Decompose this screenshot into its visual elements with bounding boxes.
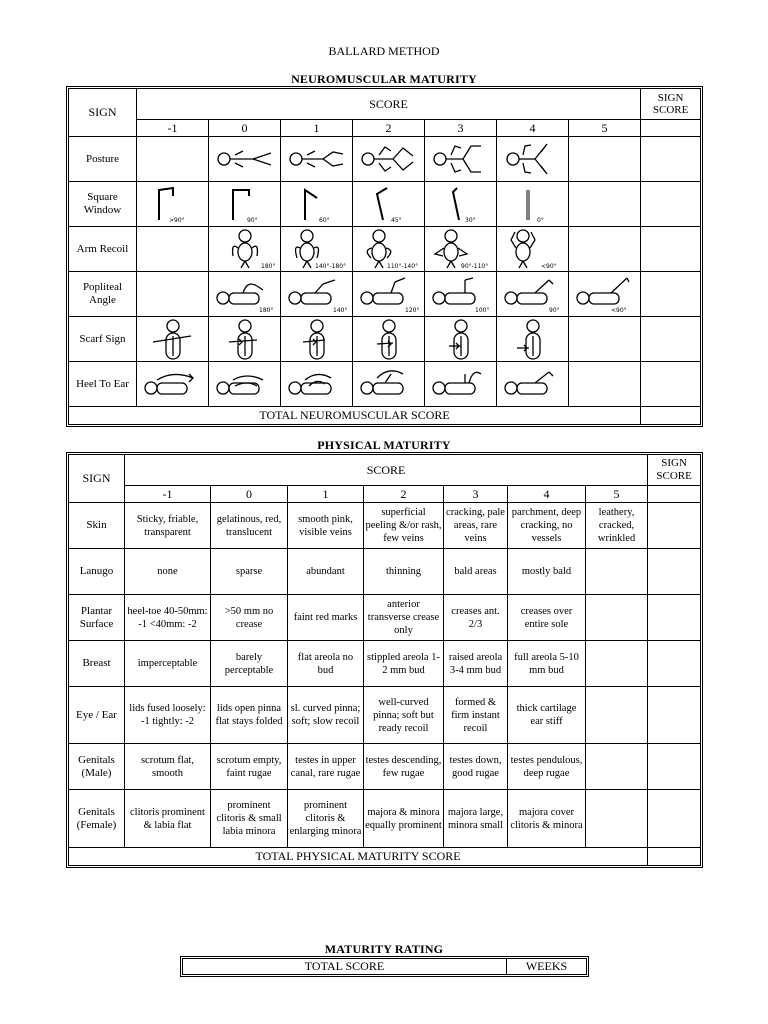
pm-cell: smooth pink, visible veins (288, 503, 364, 549)
arm-recoil-minus1 (137, 227, 209, 272)
pm-cell: creases ant. 2/3 (444, 595, 508, 641)
pm-sign-score (648, 790, 701, 848)
nm-row-label: Square Window (69, 182, 137, 227)
arm-recoil-1 (281, 227, 353, 272)
heel-ear-minus1 (137, 362, 209, 407)
pm-cell: barely perceptable (211, 641, 288, 687)
popliteal-figure-icon (283, 274, 351, 314)
heel-to-ear-figure-icon (283, 364, 351, 404)
nm-row-label: Posture (69, 137, 137, 182)
pm-cell: faint red marks (288, 595, 364, 641)
pm-cell: thick cartilage ear stiff (508, 687, 586, 744)
popliteal-figure-icon (571, 274, 639, 314)
posture-figure-icon (357, 142, 421, 176)
scarf-sign-figure-icon (355, 318, 423, 360)
arm-recoil-3 (425, 227, 497, 272)
pm-cell: flat areola no bud (288, 641, 364, 687)
scarf-minus1 (137, 317, 209, 362)
heel-to-ear-figure-icon (355, 364, 423, 404)
pm-cell: testes in upper canal, rare rugae (288, 744, 364, 790)
wrist-angle-icon (429, 184, 493, 224)
popliteal-4 (497, 272, 569, 317)
heel-ear-3 (425, 362, 497, 407)
wrist-angle-icon (501, 184, 565, 224)
nm-score-col: 2 (353, 120, 425, 137)
pm-score-col: 1 (288, 486, 364, 503)
pm-sign-score (648, 503, 701, 549)
pm-cell: scrotum flat, smooth (125, 744, 211, 790)
heel-to-ear-figure-icon (499, 364, 567, 404)
nm-blank (641, 120, 701, 137)
pm-cell (586, 790, 648, 848)
square-window-4 (497, 182, 569, 227)
pm-cell: creases over entire sole (508, 595, 586, 641)
neuromuscular-table (68, 88, 701, 425)
pm-cell: testes down, good rugae (444, 744, 508, 790)
pm-cell: leathery, cracked, wrinkled (586, 503, 648, 549)
pm-score-col: 5 (586, 486, 648, 503)
scarf-sign-figure-icon (139, 318, 207, 360)
posture-figure-4 (497, 137, 569, 182)
heel-to-ear-figure-icon (139, 364, 207, 404)
nm-score-col: 1 (281, 120, 353, 137)
pm-cell: anterior transverse crease only (364, 595, 444, 641)
popliteal-figure-icon (355, 274, 423, 314)
popliteal-figure-icon (499, 274, 567, 314)
square-window-minus1 (137, 182, 209, 227)
popliteal-minus1 (137, 272, 209, 317)
scarf-sign-figure-icon (211, 318, 279, 360)
angle-label: 120° (404, 307, 419, 314)
pm-total-value (648, 848, 701, 866)
posture-figure-0 (209, 137, 281, 182)
maturity-col-total: TOTAL SCORE (183, 959, 507, 975)
angle-label: <90° (610, 307, 627, 314)
pm-cell: majora & minora equally prominent (364, 790, 444, 848)
scarf-sign-score (641, 317, 701, 362)
scarf-0 (209, 317, 281, 362)
pm-cell: bald areas (444, 549, 508, 595)
nm-score-col: 5 (569, 120, 641, 137)
arm-recoil-4 (497, 227, 569, 272)
pm-score-col: 4 (508, 486, 586, 503)
pm-row (69, 744, 701, 790)
pm-row-label: Breast (69, 641, 125, 687)
angle-label: 60° (318, 217, 330, 224)
heel-ear-1 (281, 362, 353, 407)
pm-row (69, 641, 701, 687)
posture-figure-icon (429, 142, 493, 176)
posture-figure-1 (281, 137, 353, 182)
popliteal-1 (281, 272, 353, 317)
square-window-sign-score (641, 182, 701, 227)
square-window-2 (353, 182, 425, 227)
arm-recoil-0 (209, 227, 281, 272)
nm-score-col: 3 (425, 120, 497, 137)
posture-figure-icon (285, 142, 349, 176)
arm-recoil-figure-icon (427, 228, 495, 270)
pm-row (69, 549, 701, 595)
pm-cell (586, 549, 648, 595)
arm-recoil-figure-icon (283, 228, 351, 270)
pm-cell: well-curved pinna; soft but ready recoil (364, 687, 444, 744)
pm-cell: prominent clitoris & enlarging minora (288, 790, 364, 848)
pm-cell: majora large, minora small (444, 790, 508, 848)
square-window-3 (425, 182, 497, 227)
physical-title: PHYSICAL MATURITY (317, 438, 451, 452)
arm-recoil-figure-icon (355, 228, 423, 270)
maturity-table (182, 958, 587, 975)
angle-label: 140° (332, 307, 347, 314)
arm-recoil-sign-score (641, 227, 701, 272)
pm-cell: >50 mm no crease (211, 595, 288, 641)
pm-cell: stippled areola 1-2 mm bud (364, 641, 444, 687)
pm-row (69, 687, 701, 744)
angle-label: 0° (536, 217, 544, 224)
pm-cell (586, 595, 648, 641)
angle-label: 90° (548, 307, 560, 314)
heel-ear-4 (497, 362, 569, 407)
square-window-5 (569, 182, 641, 227)
maturity-col-weeks: WEEKS (507, 959, 587, 975)
pm-cell (586, 744, 648, 790)
angle-label: 180° (258, 307, 273, 314)
pm-row (69, 503, 701, 549)
pm-cell: cracking, pale areas, rare veins (444, 503, 508, 549)
pm-cell: lids open pinna flat stays folded (211, 687, 288, 744)
nm-row-label: Popliteal Angle (69, 272, 137, 317)
pm-cell: testes descending, few rugae (364, 744, 444, 790)
document-title: BALLARD METHOD (328, 44, 440, 58)
popliteal-sign-score (641, 272, 701, 317)
pm-score-col: 2 (364, 486, 444, 503)
scarf-1 (281, 317, 353, 362)
posture-figure-3 (425, 137, 497, 182)
pm-cell (586, 641, 648, 687)
popliteal-2 (353, 272, 425, 317)
scarf-sign-figure-icon (283, 318, 351, 360)
pm-cell: majora cover clitoris & minora (508, 790, 586, 848)
pm-blank (648, 486, 701, 503)
pm-cell: raised areola 3-4 mm bud (444, 641, 508, 687)
nm-score-col: 4 (497, 120, 569, 137)
pm-score-col: 3 (444, 486, 508, 503)
nm-total-value (641, 407, 701, 425)
pm-cell (586, 687, 648, 744)
pm-cell: lids fused loosely: -1 tightly: -2 (125, 687, 211, 744)
pm-sign-score (648, 595, 701, 641)
pm-score-col: -1 (125, 486, 211, 503)
pm-sign-score (648, 549, 701, 595)
square-window-1 (281, 182, 353, 227)
scarf-3 (425, 317, 497, 362)
pm-cell: full areola 5-10 mm bud (508, 641, 586, 687)
pm-total-label: TOTAL PHYSICAL MATURITY SCORE (69, 848, 648, 866)
pm-header-sign-score: SIGN SCORE (648, 455, 701, 486)
pm-row-label: Skin (69, 503, 125, 549)
pm-cell: gelatinous, red, translucent (211, 503, 288, 549)
pm-row-label: Eye / Ear (69, 687, 125, 744)
arm-recoil-2 (353, 227, 425, 272)
pm-row-label: Genitals (Male) (69, 744, 125, 790)
pm-cell: abundant (288, 549, 364, 595)
popliteal-0 (209, 272, 281, 317)
pm-score-col: 0 (211, 486, 288, 503)
physical-table (68, 454, 701, 866)
pm-row-label: Lanugo (69, 549, 125, 595)
pm-cell: superficial peeling &/or rash, few veins (364, 503, 444, 549)
pm-cell: parchment, deep cracking, no vessels (508, 503, 586, 549)
popliteal-figure-icon (427, 274, 495, 314)
pm-cell: sl. curved pinna; soft; slow recoil (288, 687, 364, 744)
pm-sign-score (648, 744, 701, 790)
posture-figure-icon (213, 142, 277, 176)
pm-cell: clitoris prominent & labia flat (125, 790, 211, 848)
heel-ear-sign-score (641, 362, 701, 407)
angle-label: 45° (390, 217, 402, 224)
angle-label: 90° (246, 217, 258, 224)
arm-recoil-figure-icon (499, 228, 567, 270)
pm-cell: scrotum empty, faint rugae (211, 744, 288, 790)
pm-cell: none (125, 549, 211, 595)
posture-sign-score (641, 137, 701, 182)
pm-sign-score (648, 641, 701, 687)
angle-label: 140°-180° (314, 263, 346, 270)
pm-cell: prominent clitoris & small labia minora (211, 790, 288, 848)
nm-header-score: SCORE (137, 89, 641, 120)
maturity-title: MATURITY RATING (324, 942, 444, 956)
nm-row-label: Scarf Sign (69, 317, 137, 362)
popliteal-3 (425, 272, 497, 317)
pm-header-score: SCORE (125, 455, 648, 486)
heel-ear-2 (353, 362, 425, 407)
nm-row-label: Arm Recoil (69, 227, 137, 272)
scarf-4 (497, 317, 569, 362)
nm-score-col: -1 (137, 120, 209, 137)
heel-ear-0 (209, 362, 281, 407)
popliteal-5 (569, 272, 641, 317)
angle-label: 180° (260, 263, 275, 270)
arm-recoil-5 (569, 227, 641, 272)
pm-cell: Sticky, friable, transparent (125, 503, 211, 549)
posture-figure-icon (501, 142, 565, 176)
heel-to-ear-figure-icon (427, 364, 495, 404)
angle-label: >90° (168, 217, 185, 224)
popliteal-figure-icon (211, 274, 279, 314)
pm-cell: sparse (211, 549, 288, 595)
angle-label: 90°-110° (460, 263, 488, 270)
pm-cell: formed & firm instant recoil (444, 687, 508, 744)
pm-cell: imperceptable (125, 641, 211, 687)
posture-minus1 (137, 137, 209, 182)
square-window-0 (209, 182, 281, 227)
wrist-angle-icon (213, 184, 277, 224)
pm-header-sign: SIGN (69, 455, 125, 503)
wrist-angle-icon (285, 184, 349, 224)
heel-ear-5 (569, 362, 641, 407)
scarf-sign-figure-icon (499, 318, 567, 360)
posture-figure-2 (353, 137, 425, 182)
nm-score-col: 0 (209, 120, 281, 137)
angle-label: 30° (464, 217, 476, 224)
pm-cell: heel-toe 40-50mm: -1 <40mm: -2 (125, 595, 211, 641)
wrist-angle-icon (357, 184, 421, 224)
heel-to-ear-figure-icon (211, 364, 279, 404)
angle-label: 110°-140° (386, 263, 418, 270)
posture-5 (569, 137, 641, 182)
angle-label: 100° (474, 307, 489, 314)
nm-row-label: Heel To Ear (69, 362, 137, 407)
pm-cell: mostly bald (508, 549, 586, 595)
pm-row-label: Genitals (Female) (69, 790, 125, 848)
pm-cell: testes pendulous, deep rugae (508, 744, 586, 790)
pm-sign-score (648, 687, 701, 744)
scarf-2 (353, 317, 425, 362)
neuromuscular-title: NEUROMUSCULAR MATURITY (291, 72, 477, 86)
pm-row (69, 790, 701, 848)
pm-row (69, 595, 701, 641)
pm-row-label: Plantar Surface (69, 595, 125, 641)
nm-total-label: TOTAL NEUROMUSCULAR SCORE (69, 407, 641, 425)
nm-header-sign: SIGN (69, 89, 137, 137)
scarf-sign-figure-icon (427, 318, 495, 360)
arm-recoil-figure-icon (211, 228, 279, 270)
nm-header-sign-score: SIGN SCORE (641, 89, 701, 120)
wrist-angle-icon (141, 184, 205, 224)
pm-cell: thinning (364, 549, 444, 595)
angle-label: <90° (540, 263, 557, 270)
scarf-5 (569, 317, 641, 362)
